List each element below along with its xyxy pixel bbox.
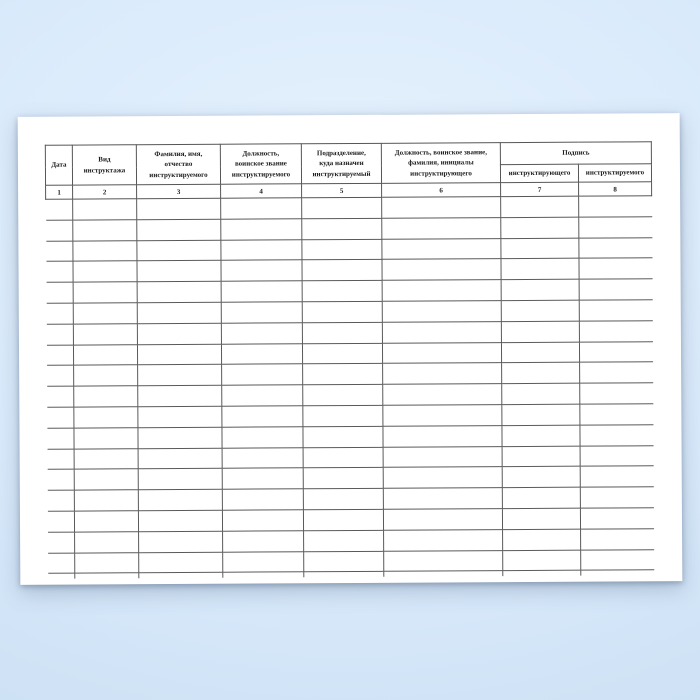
table-cell [221,239,302,260]
table-cell [138,365,222,386]
table-cell [75,531,139,552]
table-cell [138,427,222,448]
table-cell [503,529,581,550]
table-cell [303,364,383,385]
table-cell [501,259,579,280]
header-cell-signature-instructor: инструктирующего [500,164,578,182]
table-cell [302,301,382,322]
table-cell [223,531,304,552]
table-cell [221,219,302,240]
table-cell [501,217,579,238]
table-cell [222,447,303,468]
table-cell [139,552,223,573]
table-cell [501,300,579,321]
table-cell [382,197,501,218]
table-cell [382,321,501,342]
table-cell [579,237,652,258]
table-cell [137,323,221,344]
scan-artifact-cell [48,573,75,579]
table-cell [222,364,303,385]
table-cell [580,445,653,466]
table-cell [502,404,580,425]
table-cell [137,302,221,323]
table-cell [302,260,382,281]
table-cell [221,260,302,281]
table-cell [382,217,501,238]
table-cell [47,469,74,490]
column-number: 8 [579,182,652,196]
table-cell [302,281,382,302]
table-cell [502,363,580,384]
table-cell [580,383,653,404]
table-cell [303,426,383,447]
table-cell [383,384,502,405]
table-cell [73,303,137,324]
scan-artifact-cell [581,570,654,576]
table-cell [46,303,73,324]
table-cell [382,301,501,322]
table-cell [48,553,75,574]
scan-artifact-cell [139,573,223,579]
table-cell [502,383,580,404]
table-cell [222,406,303,427]
column-number: 4 [221,184,302,198]
header-cell-instructor-details: Должность, воинское звание, фамилия, инициалы инструктирующего [381,143,500,184]
table-cell [579,217,652,238]
table-cell [302,322,382,343]
table-cell [47,386,74,407]
column-number: 7 [501,182,579,196]
table-cell [73,282,137,303]
table-cell [502,425,580,446]
header-cell-briefing-type: Вид инструктажа [72,145,136,185]
table-body [46,196,654,579]
table-cell [138,510,222,531]
instruction-log-table [45,141,655,579]
table-cell [47,511,74,532]
table-cell [46,220,73,241]
table-cell [73,240,137,261]
header-cell-instructed-name: Фамилия, имя, отчество инструктируемого [136,144,220,184]
table-cell [579,196,652,217]
table-cell [73,220,137,241]
table-cell [579,258,652,279]
header-cell-signature-instructed: инструктируемого [578,164,651,182]
table-cell [304,551,384,572]
table-cell [221,198,302,219]
paper-sheet [18,113,683,585]
table-cell [303,509,383,530]
table-cell [580,466,653,487]
table-cell [74,448,138,469]
table-cell [579,300,652,321]
table-cell [382,342,501,363]
table-cell [580,404,653,425]
table-cell [46,345,73,366]
table-cell [221,323,302,344]
table-cell [502,487,580,508]
table-cell [303,468,383,489]
table-cell [74,490,138,511]
table-cell [74,386,138,407]
table-cell [383,488,502,509]
scan-artifact-cell [304,572,384,578]
table-cell [138,448,222,469]
scan-artifact-cell [75,573,139,579]
table-cell [221,302,302,323]
table-cell [46,282,73,303]
table-cell [382,238,501,259]
table-cell [222,510,303,531]
table-cell [502,467,580,488]
table-cell [579,341,652,362]
table-cell [502,446,580,467]
table-cell [579,279,652,300]
table-cell [46,324,73,345]
table-cell [138,385,222,406]
column-number: 1 [46,185,73,199]
table-cell [302,343,382,364]
header-cell-instructed-position: Должность, воинское звание инструктируемого [220,144,301,184]
table-cell [47,407,74,428]
table-cell [137,281,221,302]
table-cell [222,489,303,510]
table-cell [73,199,137,220]
table-cell [46,241,73,262]
table-cell [580,487,653,508]
table-header [45,142,651,199]
table-cell [579,321,652,342]
scan-artifact-cell [384,571,503,577]
table-cell [383,425,502,446]
table-cell [73,324,137,345]
table-cell [139,531,223,552]
table-cell [137,344,221,365]
table-cell [501,196,579,217]
table-cell [222,468,303,489]
table-cell [302,218,382,239]
table-cell [501,342,579,363]
table-cell [303,384,383,405]
table-cell [73,344,137,365]
table-cell [383,363,502,384]
table-cell [73,261,137,282]
table-cell [223,551,304,572]
column-number: 3 [137,184,221,198]
table-cell [74,365,138,386]
table-cell [137,261,221,282]
table-cell [138,489,222,510]
table-cell [303,405,383,426]
column-number: 2 [73,185,137,199]
header-cell-unit-assigned: Подразделение, куда назначен инструктируемый [301,143,381,183]
table-cell [302,197,382,218]
table-cell [137,219,221,240]
table-cell [74,407,138,428]
table-cell [138,469,222,490]
table-cell [74,469,138,490]
table-cell [383,509,502,530]
table-cell [382,280,501,301]
table-cell [382,259,501,280]
table-cell [303,447,383,468]
table-cell [46,199,73,220]
table-cell [47,428,74,449]
table-cell [47,365,74,386]
table-cell [221,281,302,302]
table-cell [383,467,502,488]
table-cell [222,427,303,448]
table-cell [138,406,222,427]
table-cell [383,446,502,467]
column-number: 5 [302,183,382,197]
table-cell [137,198,221,219]
table-cell [74,427,138,448]
table-cell [384,529,503,550]
table-cell [502,508,580,529]
table-cell [580,508,653,529]
table-cell [302,239,382,260]
table-cell [580,362,653,383]
table-cell [581,549,654,570]
table-cell [222,385,303,406]
table-cell [580,425,653,446]
table-cell [137,240,221,261]
table-cell [384,550,503,571]
table-cell [48,532,75,553]
table-cell [503,550,581,571]
table-cell [74,511,138,532]
table-cell [383,405,502,426]
table-cell [221,343,302,364]
scan-artifact-cell [503,571,581,577]
header-group-signature: Подпись [500,142,651,165]
table-cell [501,238,579,259]
column-number: 6 [382,183,501,198]
table-cell [303,488,383,509]
table-cell [501,321,579,342]
table-cell [75,552,139,573]
table-cell [304,530,384,551]
table-cell [46,261,73,282]
table-cell [47,490,74,511]
table-cell [581,529,654,550]
table-cell [501,279,579,300]
header-cell-date: Дата [45,145,72,185]
scan-artifact-cell [223,572,304,578]
table-cell [47,449,74,470]
